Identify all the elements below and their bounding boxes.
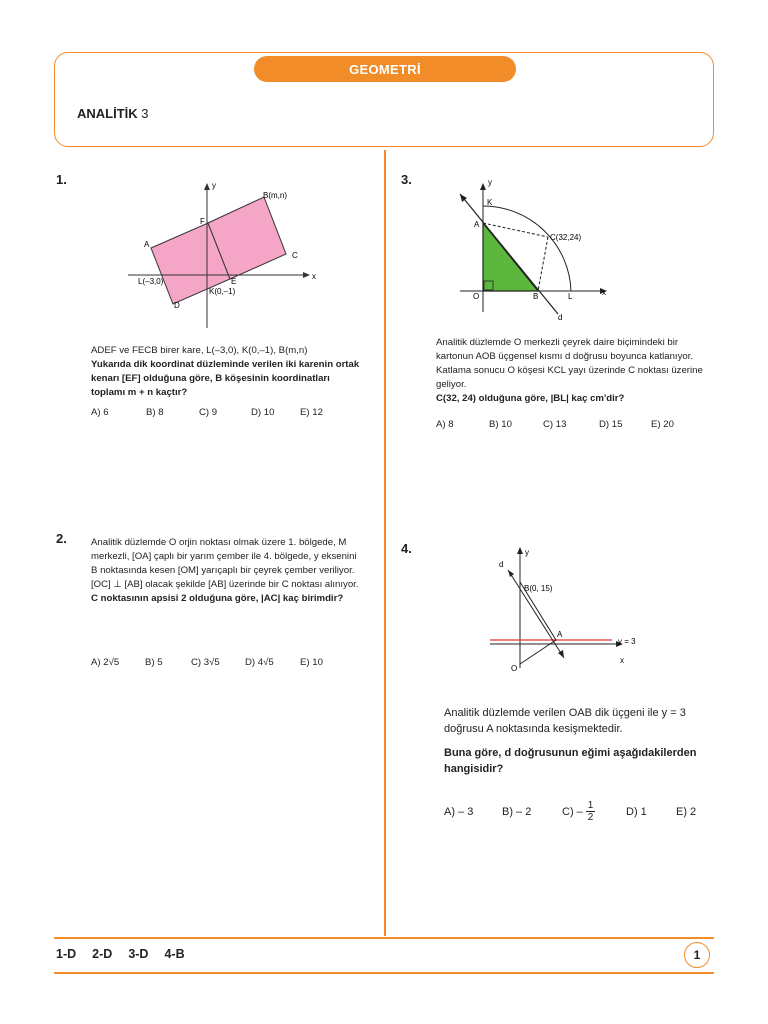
q1-choice-c[interactable]: C) 9: [199, 407, 218, 418]
q4-choice-a[interactable]: A) – 3: [444, 805, 474, 818]
q1-choice-e[interactable]: E) 12: [300, 407, 323, 418]
answer-2: 2-D: [92, 947, 113, 961]
q4-choice-c-label: C) –: [562, 805, 583, 818]
q3-label-y: y: [488, 178, 492, 187]
q1-label-y: y: [212, 181, 216, 190]
answer-3: 3-D: [128, 947, 149, 961]
answer-4: 4-B: [164, 947, 185, 961]
answer-key: [56, 947, 185, 961]
q4-label-line: y = 3: [618, 637, 636, 646]
question-3-choices: [436, 419, 674, 430]
q1-label-b: B(m,n): [263, 191, 287, 200]
section-number: 3: [141, 106, 149, 121]
q3-choice-a[interactable]: A) 8: [436, 419, 454, 430]
q4-fraction: [586, 800, 596, 823]
q1-choice-d[interactable]: D) 10: [251, 407, 275, 418]
q3-choice-d[interactable]: D) 15: [599, 419, 623, 430]
question-3-text: [436, 336, 708, 406]
q4-label-b: B(0, 15): [524, 584, 553, 593]
q4-fraction-denominator: 2: [587, 812, 594, 823]
q2-choice-a[interactable]: A) 2√5: [91, 657, 120, 668]
q4-label-o: O: [511, 664, 518, 673]
q1-label-c: C: [292, 251, 298, 260]
q2-given-2: [OC] ⊥ [AB] olacak şekilde [AB] üzerinde bir C noktası alınıyor.: [91, 579, 359, 590]
q1-label-a: A: [144, 240, 150, 249]
question-2-choices: [91, 657, 323, 668]
answer-1: 1-D: [56, 947, 77, 961]
question-1-figure: [120, 178, 330, 333]
column-divider: [384, 150, 386, 936]
q1-label-x: x: [312, 272, 316, 281]
q4-question: Buna göre, d doğrusunun eğimi aşağıdakilerden hangisidir?: [444, 747, 697, 775]
section-title: [77, 106, 149, 121]
q1-label-k: K(0,–1): [209, 287, 236, 296]
q3-label-a: A: [474, 220, 480, 229]
q2-question: C noktasının apsisi 2 olduğuna göre, |AC| kaç birimdir?: [91, 593, 344, 604]
question-4-choices: [444, 800, 696, 823]
question-1-choices: [91, 407, 323, 418]
question-2-number: 2.: [56, 531, 67, 546]
footer-rule-top: [54, 937, 714, 939]
question-1-text: [91, 344, 363, 400]
q1-question: Yukarıda dik koordinat düzleminde verilen iki karenin ortak kenarı [EF] olduğuna göre, B köşesinin koordinatları toplamı m + n kaçtır?: [91, 359, 360, 398]
question-4-text: [444, 705, 704, 777]
q2-choice-c[interactable]: C) 3√5: [191, 657, 220, 668]
q2-choice-b[interactable]: B) 5: [145, 657, 163, 668]
q1-given: ADEF ve FECB birer kare, L(–3,0), K(0,–1), B(m,n): [91, 345, 308, 356]
q4-label-x: x: [620, 656, 624, 665]
q4-choice-e[interactable]: E) 2: [676, 805, 697, 818]
q4-label-d: d: [499, 560, 504, 569]
q4-choice-b[interactable]: B) – 2: [502, 805, 532, 818]
question-4-number: 4.: [401, 541, 412, 556]
question-2-text: [91, 536, 361, 606]
q2-given: Analitik düzlemde O orjin noktası olmak üzere 1. bölgede, M merkezli, [OA] çaplı bir yarım çember ile 4. bölgede, y eksenini B noktasında kesen [OM] yarıçaplı bir çeyrek çember veriliyor.: [91, 537, 357, 576]
footer-rule-bottom: [54, 972, 714, 974]
question-3-number: 3.: [401, 172, 412, 187]
question-4-figure: [480, 540, 650, 680]
q4-choice-c[interactable]: [562, 800, 626, 823]
q3-label-l: L: [568, 292, 573, 301]
q3-label-o: O: [473, 292, 480, 301]
q3-given: Analitik düzlemde O merkezli çeyrek daire biçimindeki bir kartonun AOB üçgensel kısmı d doğrusu boyunca katlanıyor. Katlama sonucu O köşesi KCL yayı üzerinde C noktası üzerine geliyor.: [436, 337, 703, 390]
section-name: ANALİTİK: [77, 106, 138, 121]
q3-choice-e[interactable]: E) 20: [651, 419, 674, 430]
q3-label-b: B: [533, 292, 539, 301]
q4-label-y: y: [525, 548, 529, 557]
q4-given: Analitik düzlemde verilen OAB dik üçgeni ile y = 3 doğrusu A noktasında kesişmektedir.: [444, 707, 686, 735]
q3-label-k: K: [487, 198, 493, 207]
q1-label-e: E: [231, 277, 237, 286]
subject-title: GEOMETRİ: [254, 56, 516, 82]
q3-label-c: C(32,24): [550, 233, 582, 242]
q1-choice-a[interactable]: A) 6: [91, 407, 109, 418]
q4-label-a: A: [557, 630, 563, 639]
q1-label-l: L(–3,0): [138, 277, 164, 286]
page-number: 1: [684, 942, 710, 968]
q4-fraction-numerator: 1: [587, 800, 594, 811]
q3-question: C(32, 24) olduğuna göre, |BL| kaç cm'dir?: [436, 393, 625, 404]
q2-choice-e[interactable]: E) 10: [300, 657, 323, 668]
q3-choice-c[interactable]: C) 13: [543, 419, 567, 430]
q3-label-d: d: [558, 313, 563, 322]
q1-choice-b[interactable]: B) 8: [146, 407, 164, 418]
q1-label-f: F: [200, 217, 205, 226]
q3-choice-b[interactable]: B) 10: [489, 419, 512, 430]
q3-label-x: x: [602, 288, 606, 297]
q4-choice-d[interactable]: D) 1: [626, 805, 647, 818]
q2-choice-d[interactable]: D) 4√5: [245, 657, 274, 668]
q1-label-d: D: [174, 301, 180, 310]
question-3-figure: [450, 174, 620, 324]
question-1-number: 1.: [56, 172, 67, 187]
